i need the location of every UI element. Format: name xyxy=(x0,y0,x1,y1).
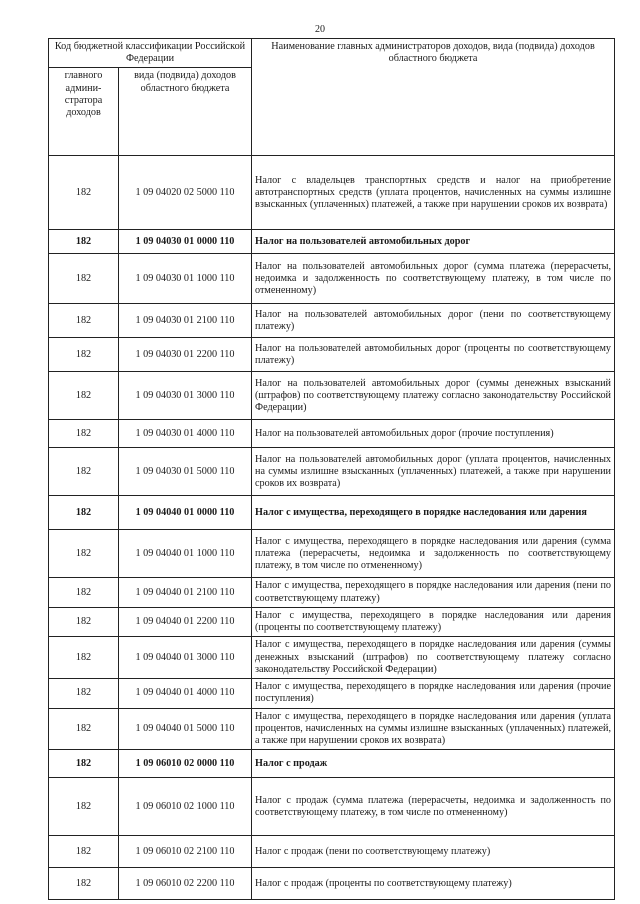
admin-code-cell: 182 xyxy=(49,679,119,708)
income-code-cell: 1 09 04030 01 3000 110 xyxy=(119,372,252,420)
admin-code-cell: 182 xyxy=(49,448,119,496)
table-row xyxy=(49,679,615,708)
income-code-cell: 1 09 04040 01 5000 110 xyxy=(119,708,252,750)
table-row xyxy=(49,607,615,636)
income-name-cell: Налог с продаж (сумма платежа (перерасчеты, недоимка и задолженность по соответствующему платежу, в том числе по отмененному) xyxy=(252,778,615,836)
admin-code-cell: 182 xyxy=(49,607,119,636)
page-number: 20 xyxy=(315,24,325,35)
table-row xyxy=(49,156,615,230)
income-name-cell: Налог на пользователей автомобильных дорог (пени по соответствующему платежу) xyxy=(252,304,615,338)
admin-code-cell: 182 xyxy=(49,637,119,679)
admin-code-cell: 182 xyxy=(49,156,119,230)
table-row xyxy=(49,496,615,530)
table-row xyxy=(49,868,615,900)
admin-code-cell: 182 xyxy=(49,708,119,750)
income-name-cell: Налог на пользователей автомобильных дорог (суммы денежных взысканий (штрафов) по соответствующему платежу согласно законодательству Российской Федерации) xyxy=(252,372,615,420)
income-code-cell: 1 09 04040 01 3000 110 xyxy=(119,637,252,679)
table-row xyxy=(49,372,615,420)
table-row xyxy=(49,637,615,679)
table-row xyxy=(49,230,615,254)
income-name-cell: Налог с имущества, переходящего в порядке наследования или дарения xyxy=(252,496,615,530)
income-name-cell: Налог с имущества, переходящего в порядке наследования или дарения (проценты по соответствующему платежу) xyxy=(252,607,615,636)
income-code-cell: 1 09 06010 02 2200 110 xyxy=(119,868,252,900)
budget-classification-table xyxy=(48,38,615,900)
income-name-cell: Налог с владельцев транспортных средств и налог на приобретение автотранспортных средств (уплата процентов, начисленных на суммы излишне взысканных (уплаченных) платежей, а также при нарушении сроков их возврата) xyxy=(252,156,615,230)
header-admin: главного админи-стратора доходов xyxy=(49,68,119,156)
table-row xyxy=(49,420,615,448)
income-code-cell: 1 09 04040 01 1000 110 xyxy=(119,530,252,578)
income-name-cell: Налог на пользователей автомобильных дорог (прочие поступления) xyxy=(252,420,615,448)
income-code-cell: 1 09 06010 02 2100 110 xyxy=(119,836,252,868)
admin-code-cell: 182 xyxy=(49,420,119,448)
admin-code-cell: 182 xyxy=(49,496,119,530)
income-name-cell: Налог с имущества, переходящего в порядке наследования или дарения (пени по соответствующему платежу) xyxy=(252,578,615,607)
table-row xyxy=(49,304,615,338)
table-row xyxy=(49,708,615,750)
income-name-cell: Налог с продаж xyxy=(252,750,615,778)
income-name-cell: Налог с продаж (пени по соответствующему платежу) xyxy=(252,836,615,868)
income-code-cell: 1 09 04040 01 2200 110 xyxy=(119,607,252,636)
income-code-cell: 1 09 04040 01 4000 110 xyxy=(119,679,252,708)
income-code-cell: 1 09 04030 01 1000 110 xyxy=(119,254,252,304)
table-row xyxy=(49,448,615,496)
income-code-cell: 1 09 04040 01 2100 110 xyxy=(119,578,252,607)
table-row xyxy=(49,254,615,304)
income-code-cell: 1 09 04030 01 2200 110 xyxy=(119,338,252,372)
income-name-cell: Налог с продаж (проценты по соответствующему платежу) xyxy=(252,868,615,900)
income-code-cell: 1 09 04030 01 5000 110 xyxy=(119,448,252,496)
income-name-cell: Налог на пользователей автомобильных дорог (уплата процентов, начисленных на суммы излишне взысканных (уплаченных) платежей, а также при нарушении сроков их возврата) xyxy=(252,448,615,496)
table-row xyxy=(49,778,615,836)
admin-code-cell: 182 xyxy=(49,254,119,304)
income-name-cell: Налог на пользователей автомобильных дорог xyxy=(252,230,615,254)
income-code-cell: 1 09 04040 01 0000 110 xyxy=(119,496,252,530)
income-code-cell: 1 09 04030 01 2100 110 xyxy=(119,304,252,338)
income-name-cell: Налог на пользователей автомобильных дорог (сумма платежа (перерасчеты, недоимка и задолженность по соответствующему платежу, в том числе по отмененному) xyxy=(252,254,615,304)
admin-code-cell: 182 xyxy=(49,868,119,900)
income-name-cell: Налог с имущества, переходящего в порядке наследования или дарения (прочие поступления) xyxy=(252,679,615,708)
income-name-cell: Налог на пользователей автомобильных дорог (проценты по соответствующему платежу) xyxy=(252,338,615,372)
header-type: вида (подвида) доходов областного бюджета xyxy=(119,68,252,156)
income-name-cell: Налог с имущества, переходящего в порядке наследования или дарения (уплата процентов, начисленных на суммы излишне взысканных (уплаченных) платежей, а также при нарушении сроков их возврата) xyxy=(252,708,615,750)
table-row xyxy=(49,578,615,607)
admin-code-cell: 182 xyxy=(49,578,119,607)
admin-code-cell: 182 xyxy=(49,836,119,868)
admin-code-cell: 182 xyxy=(49,230,119,254)
admin-code-cell: 182 xyxy=(49,778,119,836)
income-code-cell: 1 09 04020 02 5000 110 xyxy=(119,156,252,230)
admin-code-cell: 182 xyxy=(49,304,119,338)
header-kbk: Код бюджетной классификации Российской Федерации xyxy=(49,39,252,68)
income-name-cell: Налог с имущества, переходящего в порядке наследования или дарения (сумма платежа (перерасчеты, недоимка и задолженность по соответствующему платежу, в том числе по отмененному) xyxy=(252,530,615,578)
income-code-cell: 1 09 04030 01 0000 110 xyxy=(119,230,252,254)
income-code-cell: 1 09 06010 02 1000 110 xyxy=(119,778,252,836)
income-code-cell: 1 09 04030 01 4000 110 xyxy=(119,420,252,448)
income-code-cell: 1 09 06010 02 0000 110 xyxy=(119,750,252,778)
admin-code-cell: 182 xyxy=(49,338,119,372)
table-row xyxy=(49,530,615,578)
income-name-cell: Налог с имущества, переходящего в порядке наследования или дарения (суммы денежных взысканий (штрафов) по соответствующему платежу согласно законодательству Российской Федерации) xyxy=(252,637,615,679)
header-name: Наименование главных администраторов доходов, вида (подвида) доходов областного бюджета xyxy=(252,39,615,156)
table-row xyxy=(49,750,615,778)
admin-code-cell: 182 xyxy=(49,750,119,778)
admin-code-cell: 182 xyxy=(49,372,119,420)
table-row xyxy=(49,836,615,868)
table-row xyxy=(49,338,615,372)
admin-code-cell: 182 xyxy=(49,530,119,578)
